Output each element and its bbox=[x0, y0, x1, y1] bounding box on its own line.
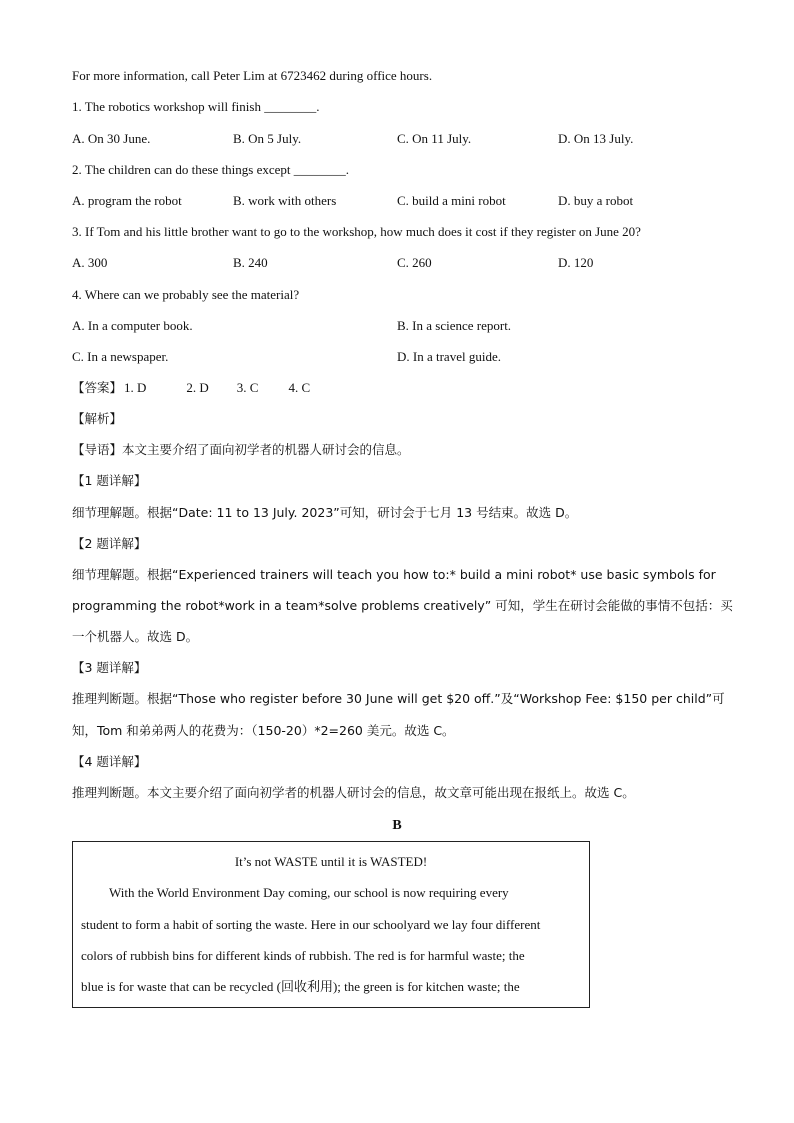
q1-option-c: C. On 11 July. bbox=[397, 131, 472, 146]
answer-2: 2. D bbox=[186, 380, 209, 395]
answer-row bbox=[72, 379, 310, 397]
detail-2-line-2: programming the robot*work in a team*solve problems creatively” 可知，学生在研讨会能做的事情不包括：买 bbox=[72, 598, 733, 613]
guide-text: 【导语】本文主要介绍了面向初学者的机器人研讨会的信息。 bbox=[72, 442, 410, 457]
detail-3-title: 【3 题详解】 bbox=[72, 660, 147, 675]
q1-option-b: B. On 5 July. bbox=[233, 131, 302, 146]
passage-line-4: blue is for waste that can be recycled (回收利用); the green is for kitchen waste; the bbox=[81, 979, 520, 994]
detail-2-line-3: 一个机器人。故选 D。 bbox=[72, 629, 199, 644]
detail-2-line-1: 细节理解题。根据“Experienced trainers will teach you how to:* build a mini robot* use basic symbols for bbox=[72, 567, 716, 582]
answer-4: 4. C bbox=[288, 380, 311, 395]
detail-3-line-2: 知，Tom 和弟弟两人的花费为：（150-20）*2=260 美元。故选 C。 bbox=[72, 723, 455, 738]
question-2: 2. The children can do these things except ________. bbox=[72, 162, 350, 177]
q4-option-c: C. In a newspaper. bbox=[72, 349, 169, 364]
q4-option-d: D. In a travel guide. bbox=[397, 349, 501, 364]
passage-box bbox=[72, 841, 590, 1008]
q2-option-c: C. build a mini robot bbox=[397, 193, 506, 208]
detail-4-line-1: 推理判断题。本文主要介绍了面向初学者的机器人研讨会的信息，故文章可能出现在报纸上。故选 C。 bbox=[72, 785, 635, 800]
analysis-tag: 【解析】 bbox=[72, 411, 123, 426]
question-4: 4. Where can we probably see the material? bbox=[72, 287, 300, 302]
question-3: 3. If Tom and his little brother want to go to the workshop, how much does it cost if they register on June 20? bbox=[72, 224, 641, 239]
q4-option-b: B. In a science report. bbox=[397, 318, 512, 333]
detail-4-title: 【4 题详解】 bbox=[72, 754, 147, 769]
q3-option-a: A. 300 bbox=[72, 255, 108, 270]
question-1: 1. The robotics workshop will finish ________. bbox=[72, 99, 320, 114]
answer-3: 3. C bbox=[236, 380, 259, 395]
q3-option-b: B. 240 bbox=[233, 255, 268, 270]
intro-text: For more information, call Peter Lim at 6723462 during office hours. bbox=[72, 68, 433, 83]
detail-1-line-1: 细节理解题。根据“Date: 11 to 13 July. 2023”可知，研讨会于七月 13 号结束。故选 D。 bbox=[72, 505, 578, 520]
detail-3-line-1: 推理判断题。根据“Those who register before 30 June will get $20 off.”及“Workshop Fee: $150 per child”可 bbox=[72, 691, 725, 706]
q1-option-d: D. On 13 July. bbox=[558, 131, 634, 146]
detail-2-title: 【2 题详解】 bbox=[72, 536, 147, 551]
q1-option-a: A. On 30 June. bbox=[72, 131, 151, 146]
passage-line-1: With the World Environment Day coming, our school is now requiring every bbox=[109, 885, 509, 900]
section-b-heading: B bbox=[392, 818, 402, 833]
q3-option-d: D. 120 bbox=[558, 255, 594, 270]
passage-line-3: colors of rubbish bins for different kinds of rubbish. The red is for harmful waste; the bbox=[81, 948, 525, 963]
answer-tag: 【答案】 bbox=[72, 380, 123, 395]
q4-option-a: A. In a computer book. bbox=[72, 318, 193, 333]
detail-1-title: 【1 题详解】 bbox=[72, 473, 147, 488]
passage-title: It’s not WASTE until it is WASTED! bbox=[234, 854, 428, 869]
q2-option-a: A. program the robot bbox=[72, 193, 182, 208]
answer-1: 1. D bbox=[124, 380, 147, 395]
passage-line-2: student to form a habit of sorting the waste. Here in our schoolyard we lay four different bbox=[81, 917, 541, 932]
q2-option-b: B. work with others bbox=[233, 193, 337, 208]
q2-option-d: D. buy a robot bbox=[558, 193, 634, 208]
q3-option-c: C. 260 bbox=[397, 255, 432, 270]
